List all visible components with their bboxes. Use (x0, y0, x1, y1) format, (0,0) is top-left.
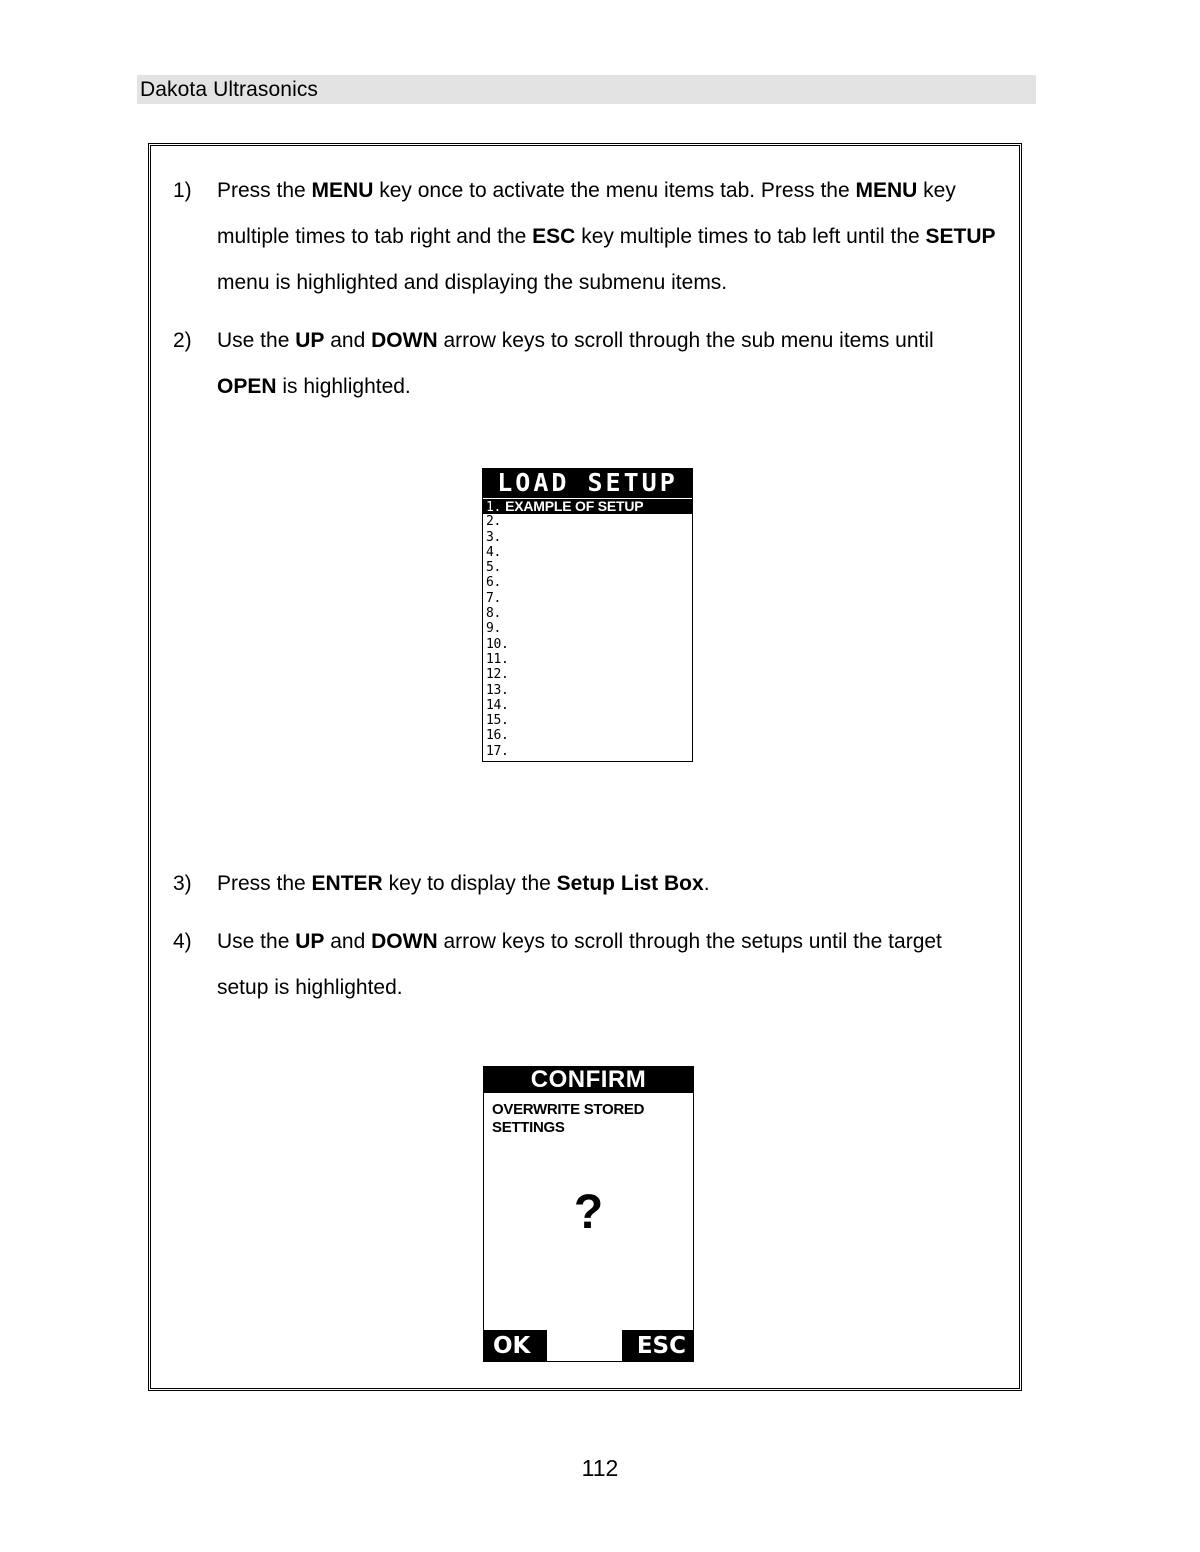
instruction-step (171, 861, 999, 907)
setup-list-row[interactable] (483, 728, 692, 743)
setup-row-index: 4. (486, 544, 502, 560)
step-text (217, 168, 999, 306)
step-keyword: DOWN (371, 329, 438, 352)
content-frame (148, 143, 1022, 1391)
step-number: 1) (173, 179, 192, 202)
step-text (217, 318, 999, 410)
step-text-run: Use the (217, 930, 296, 953)
step-text-run: . (703, 872, 710, 895)
setup-list-row[interactable] (483, 514, 692, 529)
setup-list-row[interactable] (483, 560, 692, 575)
setup-row-index: 1. (486, 500, 502, 515)
step-text (217, 919, 999, 1011)
setup-list-row[interactable] (483, 637, 692, 652)
step-text-run: key to display the (382, 872, 557, 895)
setup-list-row[interactable] (483, 744, 692, 759)
instruction-steps-top (171, 168, 999, 422)
setup-row-index: 7. (486, 590, 502, 606)
step-number: 3) (173, 872, 192, 895)
page-number: 112 (581, 1455, 619, 1481)
instruction-step (171, 919, 999, 1011)
setup-list-row[interactable] (483, 591, 692, 606)
setup-row-index: 13. (486, 682, 509, 698)
step-keyword: UP (295, 329, 325, 352)
setup-row-index: 15. (486, 713, 509, 729)
step-text-run: arrow keys to scroll through the sub menu items until (437, 329, 934, 352)
setup-row-index: 9. (486, 621, 502, 637)
confirm-dialog-body (483, 1093, 694, 1362)
ok-button[interactable]: OK (483, 1330, 547, 1362)
step-text-run: arrow keys to scroll through the setups until the target setup is highlighted. (217, 930, 942, 999)
setup-list-row[interactable] (483, 713, 692, 728)
setup-list-row[interactable] (483, 545, 692, 560)
setup-list-row[interactable] (483, 652, 692, 667)
setup-row-index: 14. (486, 697, 509, 713)
step-text-run: is highlighted. (276, 375, 411, 398)
instruction-steps-bottom (171, 861, 999, 1023)
step-keyword: MENU (311, 179, 374, 202)
setup-row-name: EXAMPLE OF SETUP (505, 498, 644, 514)
confirm-message-text: OVERWRITE STORED SETTINGS (492, 1101, 645, 1136)
setup-row-index: 16. (486, 728, 509, 744)
setup-list-row[interactable] (483, 621, 692, 636)
step-number: 2) (173, 329, 192, 352)
setup-list-row[interactable] (483, 575, 692, 590)
step-keyword: ESC (532, 225, 576, 248)
step-text-run: Press the (217, 179, 312, 202)
setup-row-index: 8. (486, 606, 502, 622)
esc-button[interactable]: ESC (622, 1330, 694, 1362)
step-keyword: OPEN (217, 375, 277, 398)
step-keyword: SETUP (925, 225, 996, 248)
setup-list-row[interactable] (483, 683, 692, 698)
step-keyword: MENU (855, 179, 918, 202)
setup-list-row[interactable] (483, 606, 692, 621)
step-text-run: and (324, 930, 372, 953)
step-text-run: key multiple times to tab left until the (575, 225, 926, 248)
setup-row-index: 5. (486, 560, 502, 576)
setup-row-index: 3. (486, 529, 502, 545)
step-text (217, 861, 999, 907)
step-text-run: key multiple times to tab right and the (217, 179, 956, 248)
setup-list-row[interactable] (483, 530, 692, 545)
page-header-title: Dakota Ultrasonics (140, 78, 319, 101)
step-keyword: ENTER (311, 872, 383, 895)
step-text-run: Use the (217, 329, 296, 352)
setup-list-box[interactable] (482, 498, 693, 762)
setup-list-row[interactable] (483, 698, 692, 713)
step-keyword: UP (295, 930, 325, 953)
step-text-run: and (324, 329, 372, 352)
step-text-run: Press the (217, 872, 312, 895)
setup-row-index: 11. (486, 651, 509, 667)
setup-row-index: 10. (486, 636, 509, 652)
instruction-step (171, 168, 999, 306)
step-keyword: DOWN (371, 930, 438, 953)
setup-row-index: 2. (486, 514, 502, 530)
confirm-device-screen (483, 1066, 694, 1362)
setup-list-row[interactable] (483, 499, 692, 514)
step-text-run: menu is highlighted and displaying the submenu items. (217, 271, 728, 294)
step-text-run: key once to activate the menu items tab. Press the (373, 179, 856, 202)
step-number: 4) (173, 930, 192, 953)
setup-row-index: 6. (486, 575, 502, 591)
setup-row-index: 17. (486, 743, 509, 759)
load-setup-device-screen (482, 468, 693, 762)
setup-list-row[interactable] (483, 667, 692, 682)
instruction-step (171, 318, 999, 410)
setup-row-index: 12. (486, 667, 509, 683)
confirm-title-bar: CONFIRM (483, 1066, 694, 1093)
question-mark-icon: ? (573, 1186, 604, 1239)
confirm-button-bar (483, 1330, 694, 1362)
step-keyword: Setup List Box (556, 872, 704, 895)
load-setup-title-bar: LOAD SETUP (482, 468, 693, 498)
